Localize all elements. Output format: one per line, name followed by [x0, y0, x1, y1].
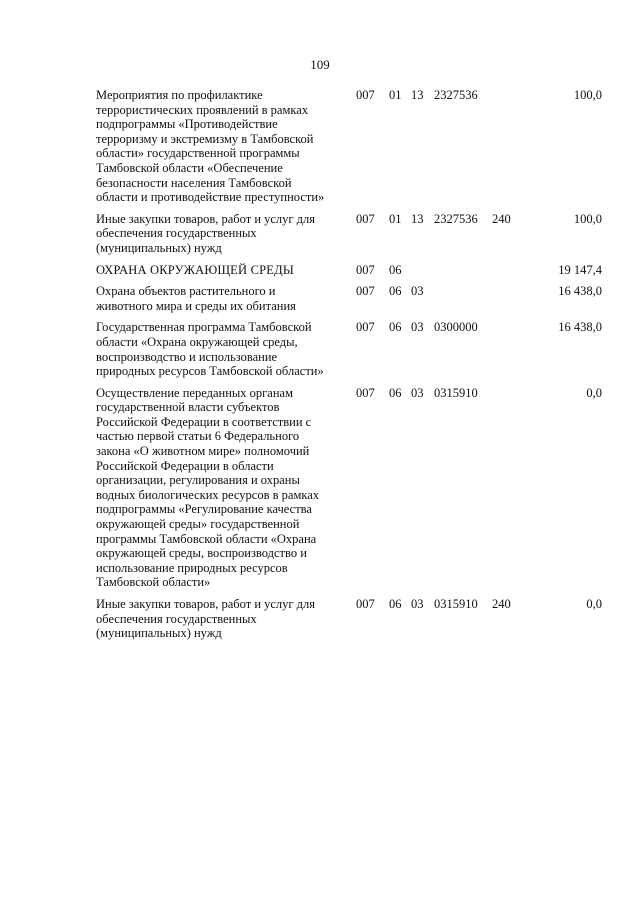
target-article-code: 0315910: [434, 385, 478, 400]
amount: 100,0: [573, 211, 602, 226]
dept-code: 007: [356, 284, 375, 299]
table-row: [96, 284, 602, 313]
subsection-code: 03: [411, 320, 424, 335]
budget-table: [96, 88, 602, 648]
target-article-code: 0315910: [434, 597, 478, 611]
table-row: [96, 212, 602, 256]
section-code: 06: [389, 262, 402, 277]
section-code: 06: [389, 320, 402, 335]
section-code: 01: [389, 211, 402, 226]
expense-type-code: [492, 263, 522, 278]
page-number: 109: [310, 57, 330, 72]
amount: 19 147,4: [558, 262, 602, 277]
row-description: Мероприятия по профилактике террористических проявлений в рамках подпрограммы «Противодействие терроризму и экстремизму в Тамбовской области» государственной программы Тамбовской области «Обеспечение безопасности населения Тамбовской области и противодействие преступности»: [96, 88, 325, 205]
expense-type-code: 240: [492, 597, 511, 611]
amount: 16 438,0: [558, 284, 602, 299]
subsection-code: [411, 263, 434, 278]
dept-code: 007: [356, 597, 375, 611]
amount: 100,0: [573, 88, 602, 102]
target-article-code: [434, 263, 492, 278]
amount: 16 438,0: [558, 320, 602, 335]
expense-type-code: [492, 88, 522, 205]
dept-code: 007: [356, 88, 375, 102]
table-row: [96, 597, 602, 641]
dept-code: 007: [356, 262, 375, 277]
dept-code: 007: [356, 320, 375, 335]
target-article-code: 0300000: [434, 320, 478, 335]
expense-type-code: [492, 386, 522, 590]
table-row: [96, 320, 602, 378]
dept-code: 007: [356, 385, 375, 400]
subsection-code: 13: [411, 88, 424, 102]
row-description: Охрана объектов растительного и животного мира и среды их обитания: [96, 284, 296, 313]
section-code: 01: [389, 88, 402, 102]
dept-code: 007: [356, 211, 375, 226]
amount: 0,0: [586, 385, 602, 400]
row-description: ОХРАНА ОКРУЖАЮЩЕЙ СРЕДЫ: [96, 262, 294, 277]
expense-type-code: [492, 284, 522, 313]
subsection-code: 03: [411, 597, 424, 611]
subsection-code: 03: [411, 284, 424, 299]
subsection-code: 03: [411, 385, 424, 400]
subsection-code: 13: [411, 211, 424, 226]
row-description: Осуществление переданных органам государственной власти субъектов Российской Федерации в соответствии с частью первой статьи 6 Федерального закона «О животном мире» полномочий Российской Федерации в области организации, регулирования и охраны водных биологических ресурсов в рамках подпрограммы «Регулирование качества окружающей среды» государственной программы Тамбовской области «Охрана окружающей среды, воспроизводство и использование природных ресурсов Тамбовской области»: [96, 385, 320, 590]
expense-type-code: [492, 320, 522, 378]
section-code: 06: [389, 385, 402, 400]
amount: 0,0: [586, 597, 602, 611]
row-description: Иные закупки товаров, работ и услуг для обеспечения государственных (муниципальных) нужд: [96, 597, 316, 641]
target-article-code: 2327536: [434, 211, 478, 226]
table-row: [96, 88, 602, 205]
target-article-code: 2327536: [434, 88, 478, 102]
expense-type-code: 240: [492, 211, 511, 226]
section-code: 06: [389, 597, 402, 611]
row-description: Иные закупки товаров, работ и услуг для обеспечения государственных (муниципальных) нужд: [96, 211, 316, 255]
target-article-code: [434, 284, 492, 313]
table-row: [96, 263, 602, 278]
table-row: [96, 386, 602, 590]
row-description: Государственная программа Тамбовской области «Охрана окружающей среды, воспроизводство и использование природных ресурсов Тамбовской области»: [96, 320, 324, 379]
section-code: 06: [389, 284, 402, 299]
